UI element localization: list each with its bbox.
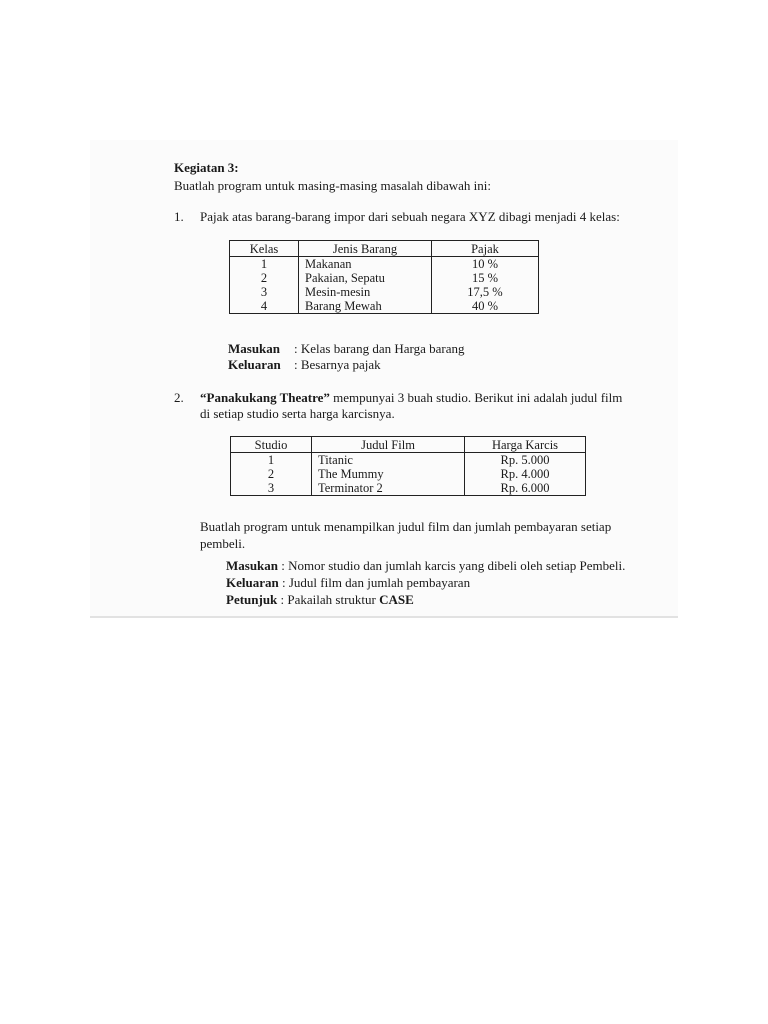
table-cell: 4 — [230, 299, 299, 314]
table-row — [231, 467, 586, 481]
table-cell: Barang Mewah — [299, 299, 432, 314]
problem2-hint-line — [226, 592, 414, 607]
input-label: Masukan — [226, 558, 279, 573]
column-header: Jenis Barang — [299, 241, 432, 257]
table-cell: Rp. 5.000 — [465, 453, 586, 468]
column-header: Pajak — [432, 241, 539, 257]
problem2-input-line — [226, 558, 625, 573]
table-cell: The Mummy — [312, 467, 465, 481]
table-row — [230, 271, 539, 285]
problem1-output-line — [228, 357, 381, 372]
hint-text: : Pakailah struktur — [277, 592, 380, 607]
table-cell: Mesin-mesin — [299, 285, 432, 299]
table-cell: Rp. 4.000 — [465, 467, 586, 481]
tax-class-table — [229, 240, 539, 314]
hint-keyword: CASE — [379, 592, 414, 607]
problem2-text-line2: di setiap studio serta harga karcisnya. — [200, 406, 395, 421]
theatre-name: “Panakukang Theatre” — [200, 390, 330, 405]
input-text: : Kelas barang dan Harga barang — [294, 341, 465, 356]
output-label: Keluaran — [228, 357, 281, 372]
table-cell: 1 — [231, 453, 312, 468]
table-cell: 10 % — [432, 257, 539, 272]
input-label: Masukan — [228, 341, 281, 356]
table-cell: Makanan — [299, 257, 432, 272]
table-cell: 2 — [230, 271, 299, 285]
table-cell: 17,5 % — [432, 285, 539, 299]
table-cell: 15 % — [432, 271, 539, 285]
intro-text: Buatlah program untuk masing-masing masalah dibawah ini: — [174, 178, 491, 193]
table-cell: 40 % — [432, 299, 539, 314]
problem2-task-line2: pembeli. — [200, 536, 246, 551]
table-cell: 2 — [231, 467, 312, 481]
column-header: Kelas — [230, 241, 299, 257]
activity-heading: Kegiatan 3: — [174, 160, 239, 175]
table-cell: 3 — [231, 481, 312, 496]
column-header: Harga Karcis — [465, 437, 586, 453]
input-text: : Nomor studio dan jumlah karcis yang dibeli oleh setiap Pembeli. — [278, 558, 626, 573]
table-header-row — [231, 437, 586, 453]
table-row — [231, 453, 586, 468]
table-cell: Terminator 2 — [312, 481, 465, 496]
problem2-text-rest: mempunyai 3 buah studio. Berikut ini adalah judul film — [329, 390, 623, 405]
output-text: : Judul film dan jumlah pembayaran — [278, 575, 471, 590]
table-cell: 1 — [230, 257, 299, 272]
table-row — [230, 285, 539, 299]
hint-label: Petunjuk — [226, 592, 278, 607]
column-header: Studio — [231, 437, 312, 453]
table-row — [230, 299, 539, 314]
output-text: : Besarnya pajak — [294, 357, 381, 372]
problem2-task-line1: Buatlah program untuk menampilkan judul film dan jumlah pembayaran setiap — [200, 519, 612, 534]
problem1-number: 1. — [174, 209, 184, 224]
problem2-output-line — [226, 575, 470, 590]
output-label: Keluaran — [226, 575, 279, 590]
table-cell: 3 — [230, 285, 299, 299]
table-row — [231, 481, 586, 496]
studio-film-table — [230, 436, 586, 496]
table-cell: Rp. 6.000 — [465, 481, 586, 496]
table-cell: Pakaian, Sepatu — [299, 271, 432, 285]
problem2-text-line1 — [200, 390, 622, 405]
table-header-row — [230, 241, 539, 257]
problem1-text: Pajak atas barang-barang impor dari sebuah negara XYZ dibagi menjadi 4 kelas: — [200, 209, 620, 224]
table-cell: Titanic — [312, 453, 465, 468]
table-row — [230, 257, 539, 272]
column-header: Judul Film — [312, 437, 465, 453]
problem1-input-line — [228, 341, 465, 356]
problem2-number: 2. — [174, 390, 184, 405]
